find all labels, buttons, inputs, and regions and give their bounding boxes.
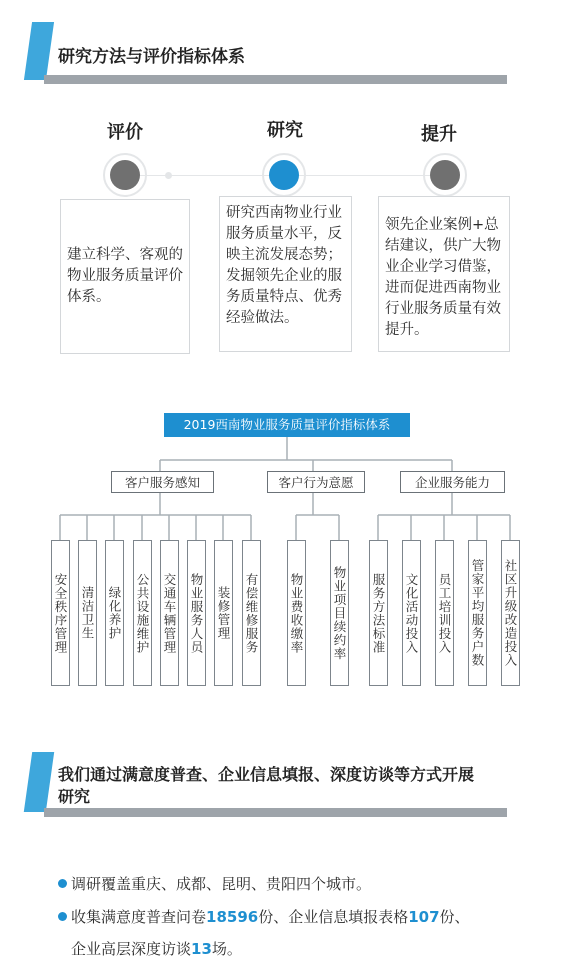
section-title: 研究方法与评价指标体系	[58, 47, 245, 67]
bullet-cities: 调研覆盖重庆、成都、昆明、贵阳四个城市。	[58, 873, 371, 895]
phase-box-evaluate: 建立科学、客观的物业服务质量评价体系。	[60, 199, 190, 354]
phase-label-evaluate: 评价	[107, 122, 143, 143]
leaf-item: 服务方法标准	[369, 540, 388, 686]
leaf-item: 清洁卫生	[78, 540, 97, 686]
phase-box-improve: 领先企业案例+总结建议，供广大物业企业学习借鉴，进而促进西南物业行业服务质量有效提升。	[378, 196, 510, 352]
phase-box-research: 研究西南物业行业服务质量水平，反映主流发展态势； 发掘领先企业的服务质量特点、优秀经验做法。	[219, 196, 352, 352]
interview-count: 13	[191, 940, 212, 958]
leaf-item: 有偿维修服务	[242, 540, 261, 686]
leaf-item: 物业项目续约率	[330, 540, 349, 686]
category-enterprise-capability: 企业服务能力	[400, 471, 505, 493]
bullet-dot-icon	[58, 912, 67, 921]
leaf-item: 绿化养护	[105, 540, 124, 686]
leaf-item: 社区升级改造投入	[501, 540, 520, 686]
bullet-interviews: 企业高层深度访谈13场。	[71, 940, 242, 958]
phase-label-improve: 提升	[421, 124, 457, 145]
leaf-item: 装修管理	[214, 540, 233, 686]
leaf-item: 员工培训投入	[435, 540, 454, 686]
category-customer-intention: 客户行为意愿	[267, 471, 365, 493]
leaf-item: 物业服务人员	[187, 540, 206, 686]
leaf-item: 文化活动投入	[402, 540, 421, 686]
section-divider	[44, 808, 507, 817]
bullet-dot-icon	[58, 879, 67, 888]
phase-label-research: 研究	[267, 120, 303, 141]
leaf-item: 交通车辆管理	[160, 540, 179, 686]
leaf-item: 管家平均服务户数	[468, 540, 487, 686]
survey-count: 18596	[206, 908, 259, 926]
leaf-item: 物业费收缴率	[287, 540, 306, 686]
section-title-line1: 我们通过满意度普查、企业信息填报、深度访谈等方式开展	[58, 765, 475, 784]
section-title-line2: 研究	[58, 787, 91, 806]
form-count: 107	[408, 908, 440, 926]
category-customer-perception: 客户服务感知	[111, 471, 214, 493]
diagram-root: 2019西南物业服务质量评价指标体系	[164, 413, 410, 437]
leaf-item: 公共设施维护	[133, 540, 152, 686]
leaf-item: 安全秩序管理	[51, 540, 70, 686]
bullet-surveys: 收集满意度普查问卷18596份、企业信息填报表格107份、	[58, 906, 470, 928]
